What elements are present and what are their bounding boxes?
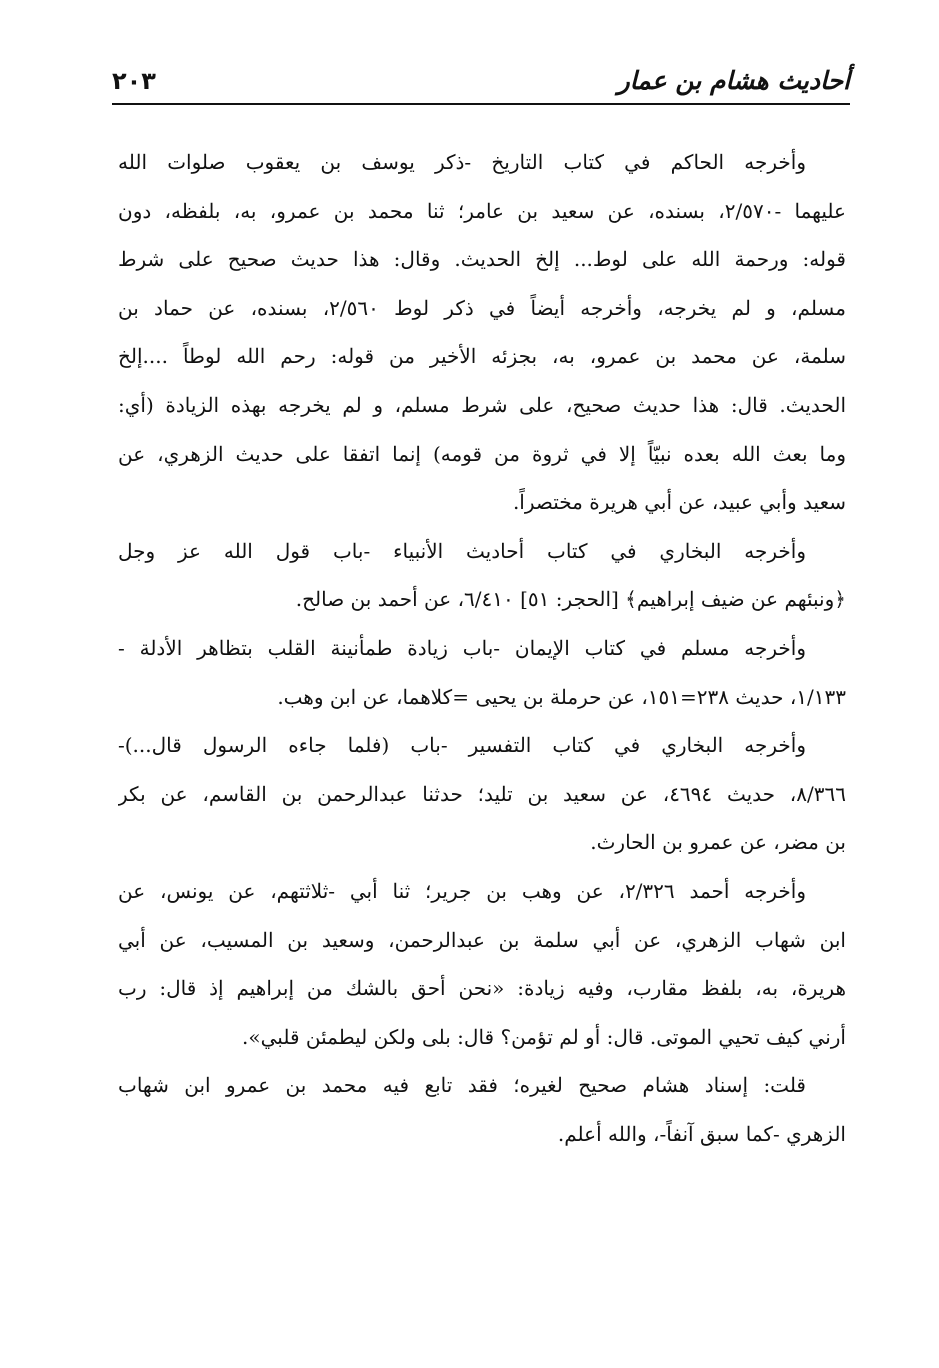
text-line: وأخرجه البخاري في كتاب التفسير -باب (فلما جاءه الرسول قال...)- [118,733,806,758]
text-line: ﴿ونبئهم عن ضيف إبراهيم﴾ [الحجر: ٥١] ٦/٤١٠، عن أحمد بن صالح. [295,587,846,612]
text-line: عليهما -٢/٥٧٠، بسنده، عن سعيد بن عامر؛ ثنا محمد بن عمرو، به، بلفظه، دون [118,198,846,223]
text-line: وأخرجه الحاكم في كتاب التاريخ -ذكر يوسف بن يعقوب صلوات الله [118,150,806,174]
running-title: أحاديث هشام بن عمار [617,66,850,95]
text-line: الحديث. قال: هذا حديث صحيح، على شرط مسلم، و لم يخرجه بهذه الزيادة (أي: [118,392,846,417]
header-divider [112,103,850,105]
text-line: أرني كيف تحيي الموتى. قال: أو لم تؤمن؟ قال: بلى ولكن ليطمئن قلبي». [242,1024,846,1049]
text-line: الزهري -كما سبق آنفاً-، والله أعلم. [557,1121,846,1146]
text-line: وأخرجه البخاري في كتاب أحاديث الأنبياء -باب قول الله عز وجل [118,538,806,563]
text-line: قلت: إسناد هشام صحيح لغيره؛ فقد تابع فيه محمد بن عمرو ابن شهاب [118,1073,806,1098]
text-line: سعيد وأبي عبيد، عن أبي هريرة مختصراً. [512,490,846,515]
text-line: سلمة، عن محمد بن عمرو، به، بجزئه الأخير من قوله: رحم الله لوطاً ....إلخ [118,344,846,369]
text-line: مسلم، و لم يخرجه، وأخرجه أيضاً في ذكر لوط ٢/٥٦٠، بسنده، عن حماد بن [118,295,846,320]
text-line: ابن شهاب الزهري، عن أبي سلمة بن عبدالرحمن، وسعيد بن المسيب، عن أبي [118,927,846,952]
text-line: وما بعث الله بعده نبيّاً إلا في ثروة من قومه) إنما اتفقا على حديث الزهري، عن [118,441,846,466]
body-text [118,138,846,1158]
text-line: وأخرجه مسلم في كتاب الإيمان -باب زيادة طمأنينة القلب بتظاهر الأدلة - [118,635,806,660]
text-line: هريرة، به، بلفظ مقارب، وفيه زيادة: «نحن أحق بالشك من إبراهيم إذ قال: رب [118,976,846,1001]
text-line: ٨/٣٦٦، حديث ٤٦٩٤، عن سعيد بن تليد؛ حدثنا عبدالرحمن بن القاسم، عن بكر [118,781,846,806]
text-line: وأخرجه أحمد ٢/٣٢٦، عن وهب بن جرير؛ ثنا أبي -ثلاثتهم، عن يونس، عن [118,878,806,903]
text-line: قوله: ورحمة الله على لوط... إلخ الحديث. وقال: هذا حديث صحيح على شرط [118,247,846,272]
text-line: ١/١٣٣، حديث ٢٣٨=١٥١، عن حرملة بن يحيى =كلاهما، عن ابن وهب. [277,684,846,709]
text-line: بن مضر، عن عمرو بن الحارث. [590,830,846,855]
page-header [112,62,850,102]
page-number: ٢٠٣ [112,67,156,95]
